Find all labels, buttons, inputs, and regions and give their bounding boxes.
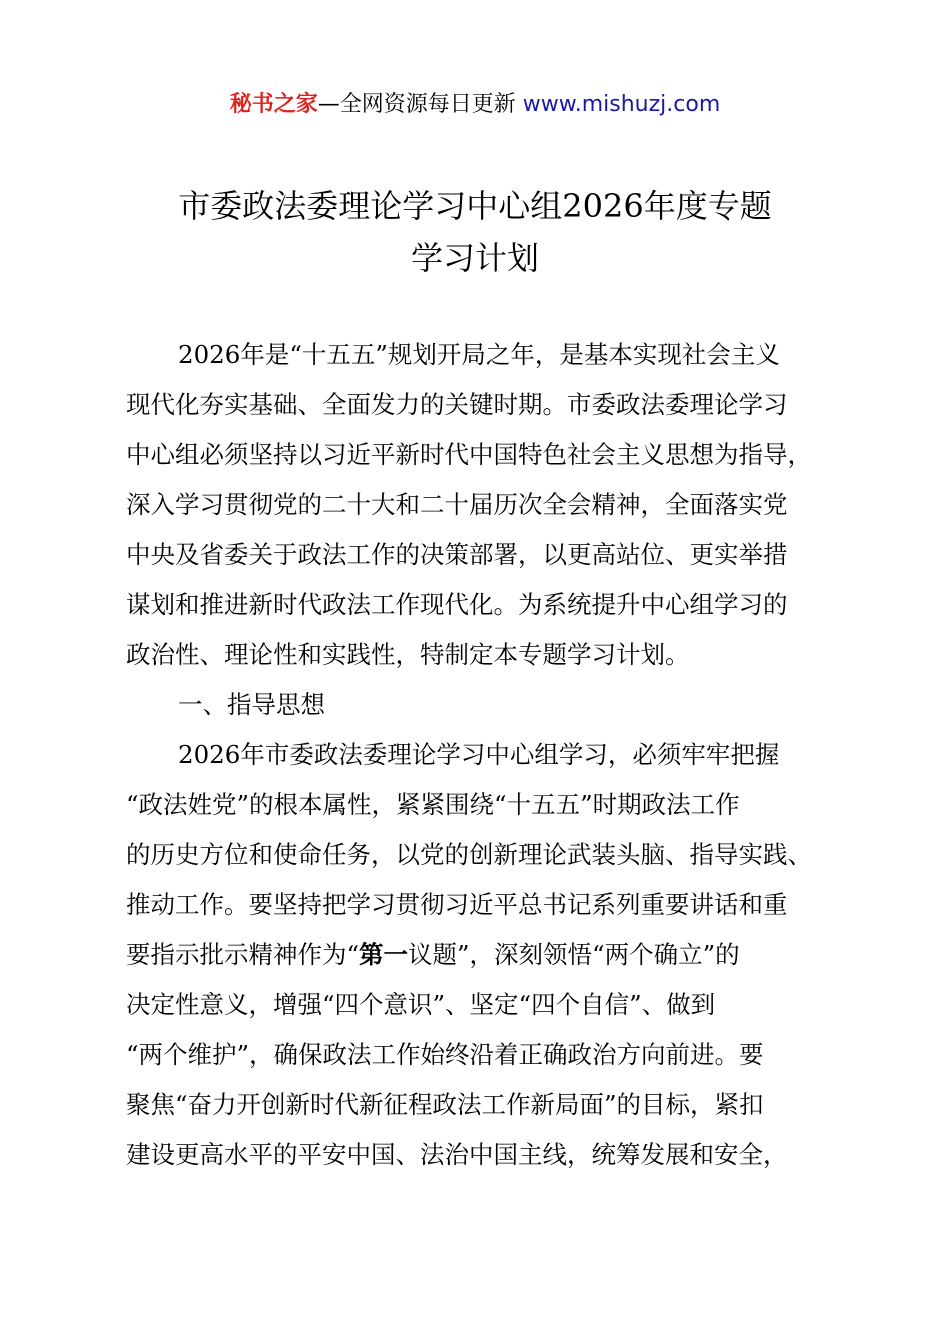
text-fragment: 要指示批示精神作为“ — [126, 940, 360, 969]
text-line: 中心组必须坚持以习近平新时代中国特色社会主义思想为指导， — [126, 440, 812, 469]
text-line-with-emphasis — [126, 930, 846, 980]
brand-name: 秘书之家 — [229, 92, 318, 117]
document-title — [100, 180, 850, 284]
text-line: 2026年市委政法委理论学习中心组学习，必须牢牢把握 — [178, 740, 780, 769]
site-header — [0, 88, 950, 122]
text-line: “两个维护”，确保政法工作始终沿着正确政治方向前进。要 — [126, 1040, 764, 1069]
text-line: 现代化夯实基础、全面发力的关键时期。市委政法委理论学习 — [126, 390, 788, 419]
text-line: 政治性、理论性和实践性，特制定本专题学习计划。 — [126, 640, 690, 669]
text-line: 2026年是“十五五”规划开局之年，是基本实现社会主义 — [178, 340, 780, 369]
text-line: 推动工作。要坚持把学习贯彻习近平总书记系列重要讲话和重 — [126, 890, 788, 919]
paragraph-intro — [126, 330, 846, 680]
site-url-link[interactable]: www.mishuzj.com — [522, 92, 721, 117]
text-line: 中央及省委关于政法工作的决策部署，以更高站位、更实举措 — [126, 540, 788, 569]
title-line-2: 学习计划 — [410, 239, 539, 277]
header-tagline: —全网资源每日更新 — [317, 92, 523, 117]
text-line: 深入学习贯彻党的二十大和二十届历次全会精神，全面落实党 — [126, 490, 788, 519]
title-line-1: 市委政法委理论学习中心组2026年度专题 — [178, 187, 772, 225]
paragraph-guiding-ideology — [126, 730, 846, 1180]
document-body — [126, 330, 846, 1180]
text-fragment: 议题”，深刻领悟“两个确立”的 — [408, 940, 740, 969]
text-line: 建设更高水平的平安中国、法治中国主线，统筹发展和安全， — [126, 1140, 788, 1169]
text-line: 谋划和推进新时代政法工作现代化。为系统提升中心组学习的 — [126, 590, 788, 619]
emphasis-text: 第一 — [359, 940, 409, 969]
text-line: 聚焦“奋力开创新时代新征程政法工作新局面”的目标，紧扣 — [126, 1090, 764, 1119]
section-heading: 一、指导思想 — [178, 690, 325, 719]
text-line: 的历史方位和使命任务，以党的创新理论武装头脑、指导实践、 — [126, 840, 812, 869]
text-line: “政法姓党”的根本属性，紧紧围绕“十五五”时期政法工作 — [126, 790, 740, 819]
text-line: 决定性意义，增强“四个意识”、坚定“四个自信”、做到 — [126, 990, 716, 1019]
